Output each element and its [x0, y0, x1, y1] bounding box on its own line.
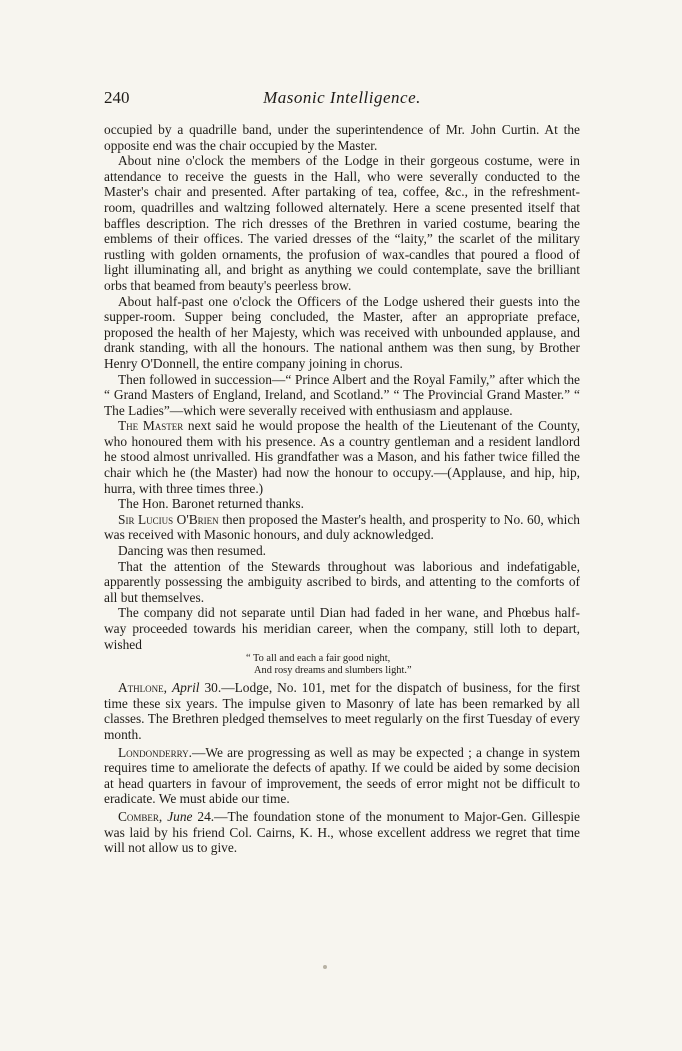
book-page: [104, 88, 580, 856]
verse-line: “ To all and each a fair good night,: [246, 653, 391, 665]
paragraph: [104, 418, 580, 496]
speaker-name: The Master: [118, 418, 184, 434]
paragraph: About nine o'clock the members of the Lodge in their gorgeous costume, were in attendance to receive the guests in the Hall, who were severally conducted to the Master's chair and presented. After partaking of tea, coffee, &c., in the refreshment-room, quadrilles and waltzing followed alternately. Here a scene presented itself that baffles description. The rich dresses of the Brethren in varied costume, bearing the emblems of their offices. The varied dresses of the “laity,” the scarlet of the military rustling with golden ornaments, the profusion of wax-candles that poured a flood of light illuminating all, and bright as anything we could contemplate, save the brilliant orbs that beamed from beauty's peerless brow.: [104, 153, 580, 293]
page-header: [104, 88, 580, 114]
verse-quote: [104, 653, 580, 677]
paragraph: The Hon. Baronet returned thanks.: [118, 496, 304, 512]
report-date: April: [171, 680, 200, 696]
place-name: Athlone,: [118, 680, 168, 696]
place-name: Comber,: [118, 808, 163, 824]
paragraph: Then followed in succession—“ Prince Albert and the Royal Family,” after which the “ Grand Masters of England, Ireland, and Scotland.” “ The Provincial Grand Master.” “ The Ladies”—which were severally received with enthusiasm and applause.: [104, 371, 580, 418]
paragraph-text: 30.—Lodge, No. 101, met for the dispatch of business, for the first time these six years. The impulse given to Masonry of late has been remarked by all classes. The Brethren pledged themselves to meet regularly on the first Tuesday of every month.: [104, 680, 580, 742]
report-comber: [104, 809, 580, 856]
paragraph-text: —We are progressing as well as may be expected ; a change in system requires time to ameliorate the defects of apathy. If we could be aided by some decision at head quarters in favour of improvement, the seeds of error might not be difficult to eradicate. We must abide our time.: [104, 744, 580, 807]
speaker-name: Sir Lucius O'Brien: [118, 511, 219, 527]
paragraph: The company did not separate until Dian had faded in her wane, and Phœbus half-way proceeded towards his meridian career, when the company, still loth to depart, wished: [104, 605, 580, 652]
paragraph: [104, 512, 580, 543]
report-date: June: [167, 808, 193, 824]
paragraph-text: then proposed the Master's health, and prosperity to No. 60, which was received with Masonic honours, and duly acknowledged.: [104, 511, 580, 543]
page-number: 240: [104, 88, 130, 107]
paragraph: That the attention of the Stewards throughout was laborious and indefatigable, apparently possessing the ambiguity ascribed to birds, and attenting to the comforts of all but themselves.: [104, 558, 580, 605]
paragraph: occupied by a quadrille band, under the superintendence of Mr. John Curtin. At the opposite end was the chair occupied by the Master.: [104, 122, 580, 153]
report-athlone: [104, 680, 580, 742]
paragraph: About half-past one o'clock the Officers of the Lodge ushered their guests into the supper-room. Supper being concluded, the Master, after an appropriate preface, proposed the health of her Majesty, which was received with unbounded applause, and drank standing, with all the honours. The national anthem was then sung, by Brother Henry O'Donnell, the entire company joining in chorus.: [104, 293, 580, 371]
paragraph: Dancing was then resumed.: [118, 543, 266, 559]
paragraph-text: next said he would propose the health of the Lieutenant of the County, who honoured them with his presence. As a country gentleman and a resident landlord he stood almost unrivalled. His grandfather was a Mason, and his father twice filled the chair which he (the Master) had now the honour to occupy.—(Applause, and hip, hip, hurra, with three times three.): [104, 418, 580, 496]
place-name: Londonderry.: [118, 744, 193, 760]
running-title: Masonic Intelligence.: [263, 88, 421, 107]
report-londonderry: [104, 745, 580, 807]
article-body: [104, 122, 580, 856]
verse-line: And rosy dreams and slumbers light.”: [254, 665, 412, 677]
print-speck: [323, 965, 327, 969]
paragraph-text: 24.—The foundation stone of the monument to Major-Gen. Gillespie was laid by his friend Col. Cairns, K. H., whose excellent address we regret that time will not allow us to give.: [104, 808, 580, 856]
